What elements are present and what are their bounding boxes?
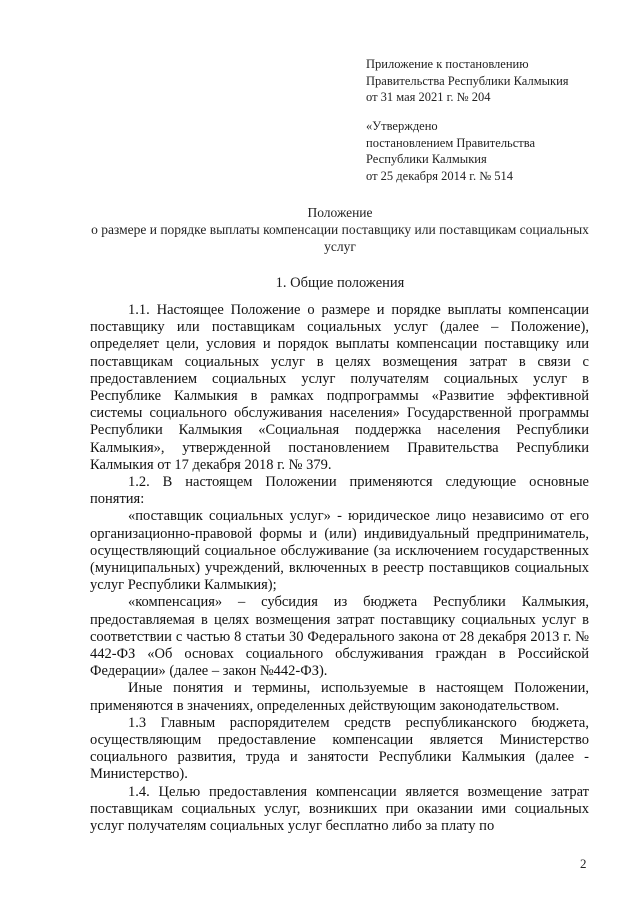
approval-line: от 25 декабря 2014 г. № 514 xyxy=(366,168,514,183)
page-number: 2 xyxy=(580,856,587,871)
document-title: Положение xyxy=(307,205,373,220)
approval-line: «Утверждено xyxy=(366,119,438,133)
appendix-line: Приложение к постановлению xyxy=(366,57,529,71)
section-heading: 1. Общие положения xyxy=(275,275,405,291)
appendix-line: Правительства Республики Калмыкия xyxy=(366,73,569,88)
appendix-note xyxy=(366,56,569,106)
paragraph: 1.1. Настоящее Положение о размере и порядке выплаты компенсации поставщику или поставщикам социальных услуг (далее – Положение), определяет цели, условия и порядок выплаты компенсации поставщику или поставщикам социальных услуг в целях возмещения затрат в связи с предоставлением социальных услуг получателям социальных услуг в Республике Калмыкия в рамках подпрограммы «Развитие эффективной системы социального обслуживания населения» Государственной программы Республики Калмыкия «Социальная поддержка населения Республики Калмыкия», утвержденной постановлением Правительства Республики Калмыкия от 17 декабря 2018 г. № 379. xyxy=(90,302,589,473)
approval-line: постановлением Правительства xyxy=(366,135,536,150)
appendix-line: от 31 мая 2021 г. № 204 xyxy=(366,90,491,104)
document-body xyxy=(90,302,589,835)
approval-line: Республики Калмыкия xyxy=(366,152,487,166)
paragraph: 1.3 Главным распорядителем средств республиканского бюджета, осуществляющим предоставление компенсации является Министерство социального развития, труда и занятости Республики Калмыкия (далее - Министерство). xyxy=(90,714,589,783)
paragraph: 1.4. Целью предоставления компенсации является возмещение затрат поставщикам социальных услуг, возникших при оказании ими социальных услуг получателям социальных услуг бесплатно либо за плату по xyxy=(90,783,589,835)
approval-note xyxy=(366,118,535,184)
document-subtitle: о размере и порядке выплаты компенсации поставщику или поставщикам социальных услуг xyxy=(91,222,589,254)
paragraph: Иные понятия и термины, используемые в настоящем Положении, применяются в значениях, определенных действующим законодательством. xyxy=(90,680,589,714)
paragraph: «компенсация» – субсидия из бюджета Республики Калмыкия, предоставляемая в целях возмещения затрат поставщику социальных услуг в соответствии с частью 8 статьи 30 Федерального закона от 28 декабря 2013 г. № 442-ФЗ «Об основах социального обслуживания граждан в Российской Федерации» (далее – закон №442-ФЗ). xyxy=(90,594,589,680)
paragraph: 1.2. В настоящем Положении применяются следующие основные понятия: xyxy=(90,474,589,508)
paragraph: «поставщик социальных услуг» - юридическое лицо независимо от его организационно-правовой формы и (или) индивидуальный предприниматель, осуществляющий социальное обслуживание (за исключением государственных (муниципальных) учреждений, включенных в реестр поставщиков социальных услуг Республики Калмыкия); xyxy=(90,508,589,594)
